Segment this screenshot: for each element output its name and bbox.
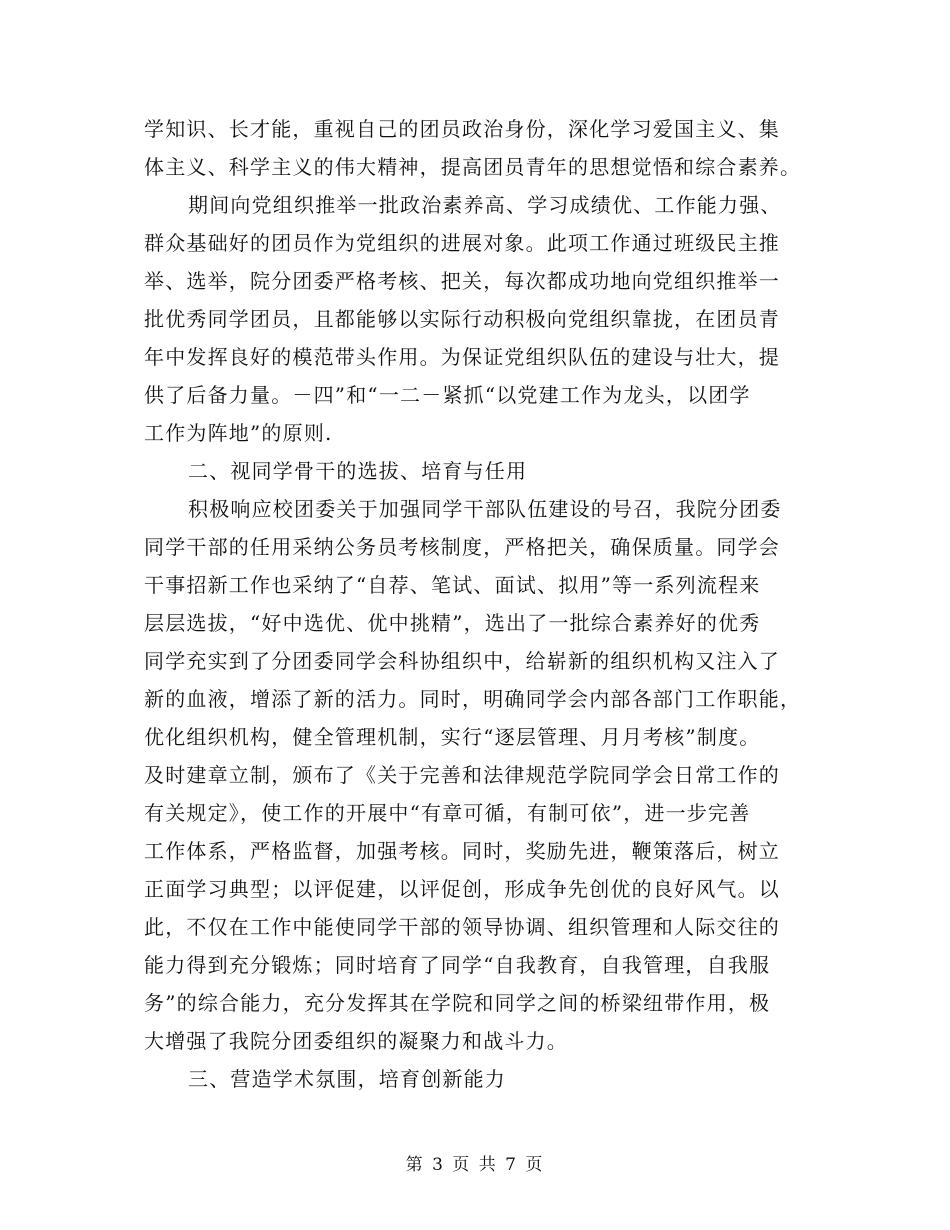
text-line: 二、视同学骨干的选拔、培育与任用 bbox=[188, 459, 528, 483]
text-line: 及时建章立制，颁布了《关于完善和法律规范学院同学会日常工作的 bbox=[144, 763, 780, 787]
text-line: 同学充实到了分团委同学会科协组织中，给崭新的组织机构又注入了 bbox=[144, 649, 780, 673]
text-line: 工作体系，严格监督，加强考核。同时，奖励先进，鞭策落后，树立 bbox=[144, 839, 780, 863]
text-line: 新的血液，增添了新的活力。同时，明确同学会内部各部门工作职能， bbox=[144, 687, 802, 711]
text-line: 务”的综合能力，充分发挥其在学院和同学之间的桥梁纽带作用，极 bbox=[144, 991, 771, 1015]
text-line: 工作为阵地”的原则. bbox=[144, 421, 333, 445]
text-line: 年中发挥良好的模范带头作用。为保证党组织队伍的建设与壮大，提 bbox=[144, 345, 780, 369]
body-text bbox=[144, 110, 814, 1098]
text-line: 干事招新工作也采纳了“自荐、笔试、面试、拟用”等一系列流程来 bbox=[144, 573, 761, 597]
text-line: 有关规定》，使工作的开展中“有章可循，有制可依”，进一步完善 bbox=[144, 801, 751, 825]
text-line: 层层选拔，“好中选优、优中挑精”，选出了一批综合素养好的优秀 bbox=[144, 611, 761, 635]
text-line: 期间向党组织推举一批政治素养高、学习成绩优、工作能力强、 bbox=[188, 193, 782, 217]
text-line: 正面学习典型；以评促建，以评促创，形成争先创优的良好风气。以 bbox=[144, 877, 780, 901]
text-line: 优化组织机构，健全管理机制，实行“逐层管理、月月考核”制度。 bbox=[144, 725, 761, 749]
text-line: 批优秀同学团员，且都能够以实际行动积极向党组织靠拢，在团员青 bbox=[144, 307, 780, 331]
text-line: 举、选举，院分团委严格考核、把关，每次都成功地向党组织推举一 bbox=[144, 269, 780, 293]
text-line: 供了后备力量。－四”和“一二－紧抓“以党建工作为龙头，以团学 bbox=[144, 383, 751, 407]
text-line: 积极响应校团委关于加强同学干部队伍建设的号召，我院分团委 bbox=[188, 497, 782, 521]
text-line: 三、营造学术氛围，培育创新能力 bbox=[188, 1067, 506, 1091]
text-line: 学知识、长才能，重视自己的团员政治身份，深化学习爱国主义、集 bbox=[144, 117, 780, 141]
text-line: 同学干部的任用采纳公务员考核制度，严格把关，确保质量。同学会 bbox=[144, 535, 780, 559]
text-line: 体主义、科学主义的伟大精神，提高团员青年的思想觉悟和综合素养。 bbox=[144, 155, 802, 179]
text-line: 群众基础好的团员作为党组织的进展对象。此项工作通过班级民主推 bbox=[144, 231, 780, 255]
page-number-footer: 第 3 页 共 7 页 bbox=[405, 1155, 545, 1175]
text-line: 能力得到充分锻炼；同时培育了同学“自我教育，自我管理，自我服 bbox=[144, 953, 771, 977]
text-line: 大增强了我院分团委组织的凝聚力和战斗力。 bbox=[144, 1029, 568, 1053]
text-line: 此，不仅在工作中能使同学干部的领导协调、组织管理和人际交往的 bbox=[144, 915, 780, 939]
